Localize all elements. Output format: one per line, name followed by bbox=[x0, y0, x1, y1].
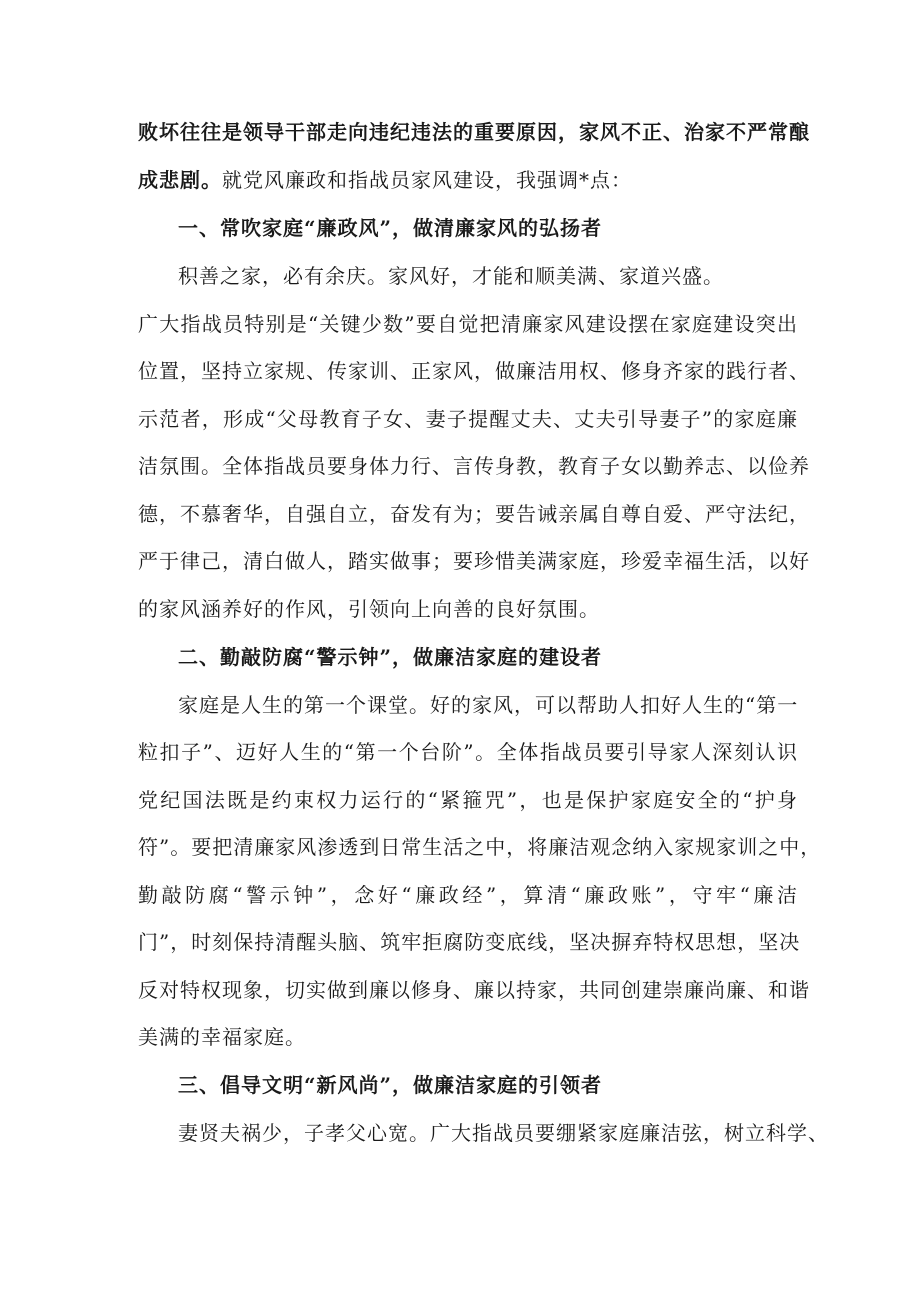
section-2-line: 符”。要把清廉家风渗透到日常生活之中，将廉洁观念纳入家规家训之中， bbox=[138, 835, 822, 859]
intro-line-2-bold: 成悲剧。 bbox=[138, 168, 222, 192]
section-1-line: 的家风涵养好的作风，引领向上向善的良好氛围。 bbox=[138, 597, 600, 621]
section-2-line: 家庭是人生的第一个课堂。好的家风，可以帮助人扣好人生的“第一 bbox=[178, 693, 799, 717]
intro-line-1: 败坏往往是领导干部走向违纪违法的重要原因，家风不正、治家不严常酿 bbox=[138, 120, 810, 144]
section-2-heading: 二、勤敲防腐“警示钟”，做廉洁家庭的建设者 bbox=[178, 645, 603, 669]
section-2-line: 粒扣子”、迈好人生的“第一个台阶”。全体指战员要引导家人深刻认识 bbox=[138, 740, 798, 764]
section-2-line: 党纪国法既是约束权力运行的“紧箍咒”，也是保护家庭安全的“护身 bbox=[138, 788, 798, 812]
section-2-line: 门”，时刻保持清醒头脑、筑牢拒腐防变底线，坚决摒弃特权思想，坚决 bbox=[138, 930, 801, 954]
section-2-line: 勤敲防腐“警示钟”，念好“廉政经”，算清“廉政账”，守牢“廉洁 bbox=[138, 883, 798, 907]
section-3-line: 妻贤夫祸少，子孝父心宽。广大指战员要绷紧家庭廉洁弦，树立科学、 bbox=[178, 1121, 829, 1145]
section-1-line: 严于律己，清白做人，踏实做事；要珍惜美满家庭，珍爱幸福生活，以好 bbox=[138, 549, 810, 573]
section-1-line: 位置，坚持立家规、传家训、正家风，做廉洁用权、修身齐家的践行者、 bbox=[138, 359, 810, 383]
section-1-line: 广大指战员特别是“关键少数”要自觉把清廉家风建设摆在家庭建设突出 bbox=[138, 312, 798, 336]
section-2-line: 美满的幸福家庭。 bbox=[138, 1025, 306, 1049]
section-1-line: 洁氛围。全体指战员要身体力行、言传身教，教育子女以勤养志、以俭养 bbox=[138, 454, 810, 478]
section-2-line: 反对特权现象，切实做到廉以修身、廉以持家，共同创建崇廉尚廉、和谐 bbox=[138, 978, 810, 1002]
intro-line-2-normal: 就党风廉政和指战员家风建设，我强调*点： bbox=[222, 168, 632, 192]
section-3-heading: 三、倡导文明“新风尚”，做廉洁家庭的引领者 bbox=[178, 1073, 603, 1097]
section-1-heading: 一、常吹家庭“廉政风”，做清廉家风的弘扬者 bbox=[178, 216, 603, 240]
section-1-line: 德，不慕奢华，自强自立，奋发有为；要告诫亲属自尊自爱、严守法纪， bbox=[138, 502, 810, 526]
intro-line-2 bbox=[138, 166, 798, 194]
section-1-line: 示范者，形成“父母教育子女、妻子提醒丈夫、丈夫引导妻子”的家庭廉 bbox=[138, 407, 798, 431]
section-1-lead: 积善之家，必有余庆。家风好，才能和顺美满、家道兴盛。 bbox=[178, 264, 724, 288]
